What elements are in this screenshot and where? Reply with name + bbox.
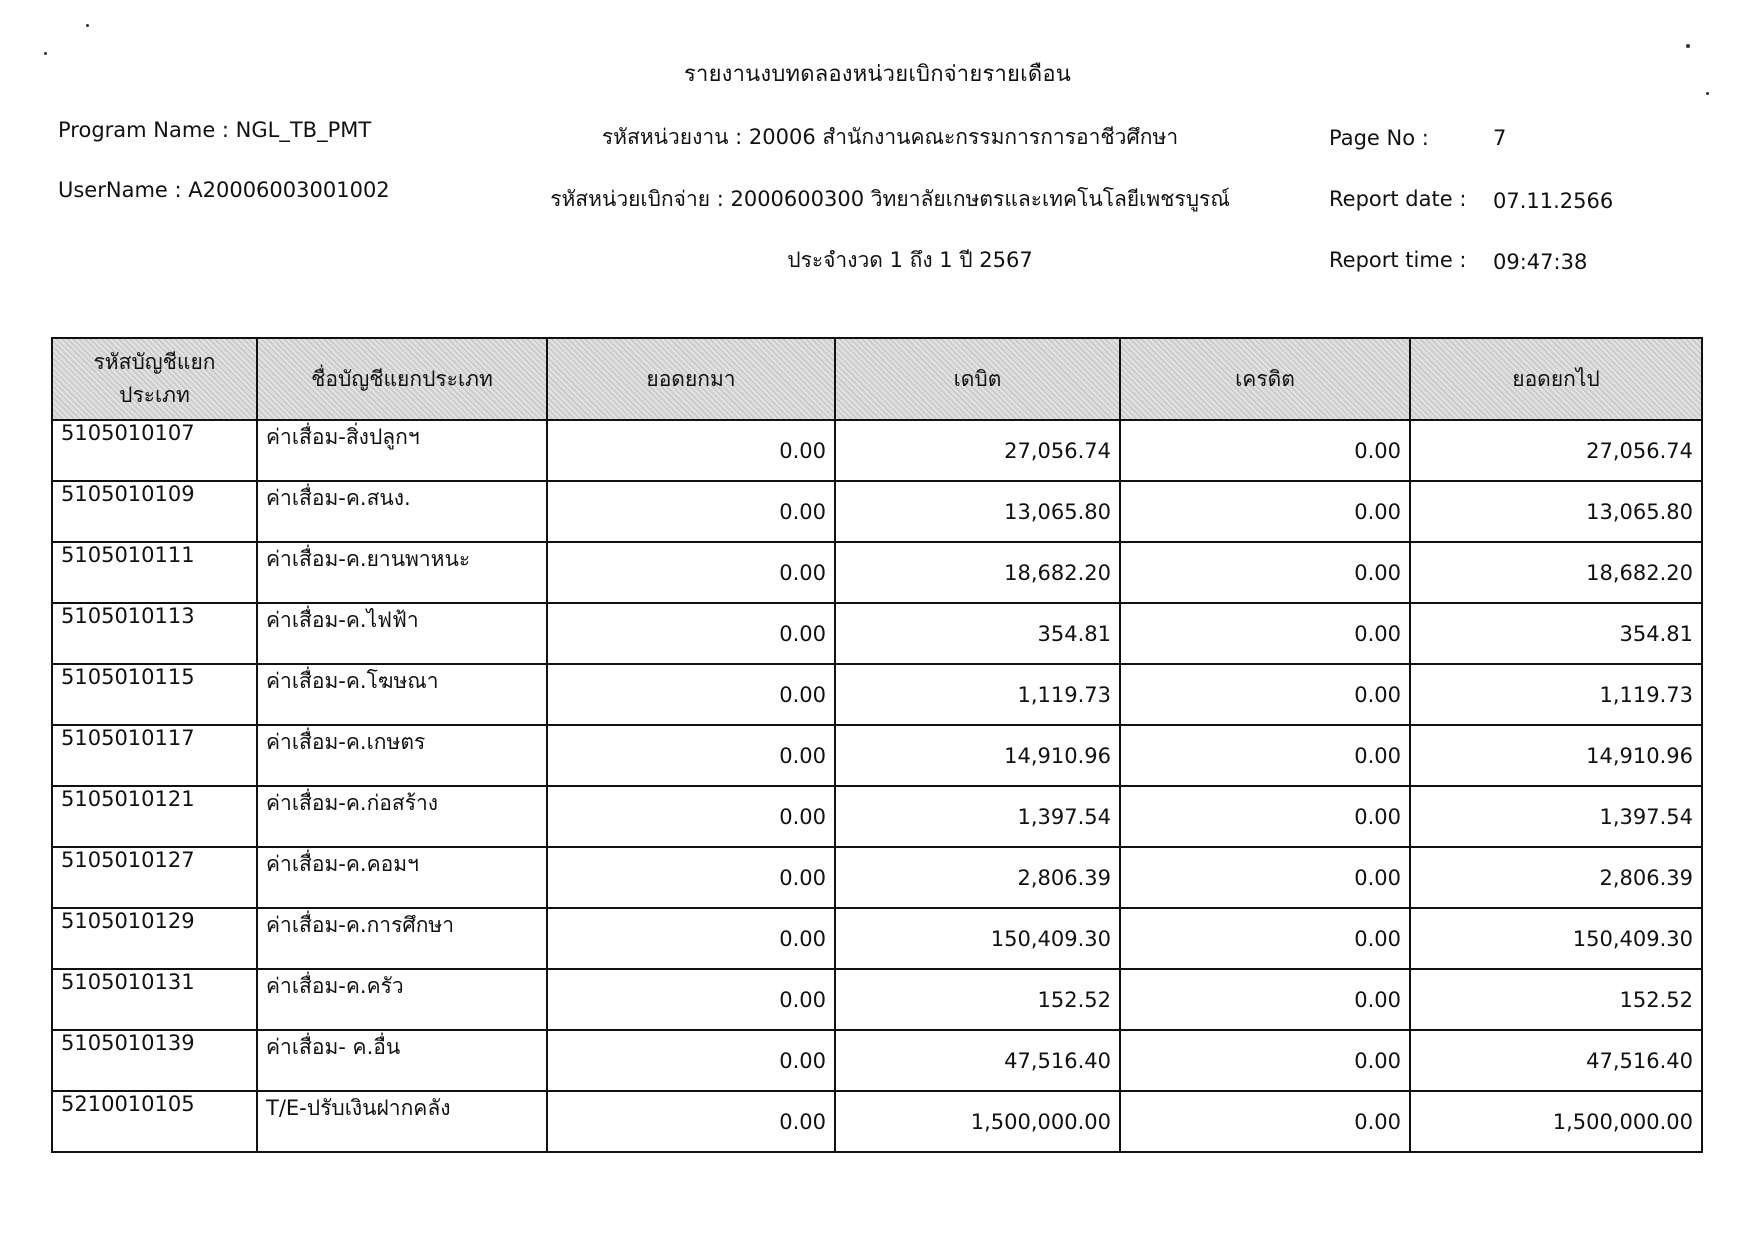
disbursing-unit-line: รหัสหน่วยเบิกจ่าย : 2000600300 วิทยาลัยเกษตรและเทคโนโลยีเพชรบูรณ์ — [550, 187, 1230, 211]
opening-balance: 0.00 — [547, 664, 835, 725]
opening-balance: 0.00 — [547, 786, 835, 847]
debit: 14,910.96 — [835, 725, 1120, 786]
closing-balance: 354.81 — [1410, 603, 1702, 664]
debit: 152.52 — [835, 969, 1120, 1030]
account-name: ค่าเสื่อม-ค.โฆษณา — [257, 664, 547, 725]
header-closing-balance: ยอดยกไป — [1410, 338, 1702, 420]
debit: 13,065.80 — [835, 481, 1120, 542]
account-name: ค่าเสื่อม-ค.สนง. — [257, 481, 547, 542]
table-row — [52, 725, 1702, 786]
account-code: 5105010139 — [52, 1030, 257, 1091]
opening-balance: 0.00 — [547, 908, 835, 969]
table-row — [52, 1030, 1702, 1091]
account-code: 5210010105 — [52, 1091, 257, 1152]
credit: 0.00 — [1120, 969, 1410, 1030]
closing-balance: 2,806.39 — [1410, 847, 1702, 908]
opening-balance: 0.00 — [547, 420, 835, 481]
report-time-label: Report time : — [1329, 248, 1467, 272]
report-date-label: Report date : — [1329, 187, 1467, 211]
account-code: 5105010111 — [52, 542, 257, 603]
header-credit: เครดิต — [1120, 338, 1410, 420]
opening-balance: 0.00 — [547, 969, 835, 1030]
account-code: 5105010113 — [52, 603, 257, 664]
credit: 0.00 — [1120, 664, 1410, 725]
opening-balance: 0.00 — [547, 847, 835, 908]
opening-balance: 0.00 — [547, 725, 835, 786]
closing-balance: 14,910.96 — [1410, 725, 1702, 786]
credit: 0.00 — [1120, 725, 1410, 786]
credit: 0.00 — [1120, 1091, 1410, 1152]
opening-balance: 0.00 — [547, 542, 835, 603]
debit: 47,516.40 — [835, 1030, 1120, 1091]
credit: 0.00 — [1120, 420, 1410, 481]
table-row — [52, 908, 1702, 969]
debit: 1,500,000.00 — [835, 1091, 1120, 1152]
header-debit: เดบิต — [835, 338, 1120, 420]
credit: 0.00 — [1120, 603, 1410, 664]
report-title: รายงานงบทดลองหน่วยเบิกจ่ายรายเดือน — [684, 62, 1071, 87]
account-name: ค่าเสื่อม-ค.การศึกษา — [257, 908, 547, 969]
opening-balance: 0.00 — [547, 1091, 835, 1152]
table-row — [52, 603, 1702, 664]
table-row — [52, 969, 1702, 1030]
scan-speck — [86, 24, 89, 27]
scan-speck — [1706, 92, 1709, 95]
closing-balance: 13,065.80 — [1410, 481, 1702, 542]
credit: 0.00 — [1120, 1030, 1410, 1091]
closing-balance: 47,516.40 — [1410, 1030, 1702, 1091]
credit: 0.00 — [1120, 786, 1410, 847]
account-code: 5105010117 — [52, 725, 257, 786]
credit: 0.00 — [1120, 847, 1410, 908]
closing-balance: 1,119.73 — [1410, 664, 1702, 725]
closing-balance: 18,682.20 — [1410, 542, 1702, 603]
account-code: 5105010115 — [52, 664, 257, 725]
account-name: ค่าเสื่อม- ค.อื่น — [257, 1030, 547, 1091]
account-code: 5105010109 — [52, 481, 257, 542]
scan-speck — [1686, 44, 1690, 48]
table-row — [52, 786, 1702, 847]
debit: 27,056.74 — [835, 420, 1120, 481]
table-row — [52, 1091, 1702, 1152]
trial-balance-table — [51, 337, 1703, 1153]
account-name: ค่าเสื่อม-สิ่งปลูกฯ — [257, 420, 547, 481]
closing-balance: 1,500,000.00 — [1410, 1091, 1702, 1152]
account-name: ค่าเสื่อม-ค.ไฟฟ้า — [257, 603, 547, 664]
account-name: ค่าเสื่อม-ค.ครัว — [257, 969, 547, 1030]
table-header-row — [52, 338, 1702, 420]
credit: 0.00 — [1120, 481, 1410, 542]
debit: 2,806.39 — [835, 847, 1120, 908]
account-name: ค่าเสื่อม-ค.คอมฯ — [257, 847, 547, 908]
account-code: 5105010127 — [52, 847, 257, 908]
debit: 354.81 — [835, 603, 1120, 664]
closing-balance: 1,397.54 — [1410, 786, 1702, 847]
account-code: 5105010121 — [52, 786, 257, 847]
credit: 0.00 — [1120, 908, 1410, 969]
account-name: ค่าเสื่อม-ค.ก่อสร้าง — [257, 786, 547, 847]
credit: 0.00 — [1120, 542, 1410, 603]
report-date-value: 07.11.2566 — [1493, 189, 1614, 213]
user-name: UserName : A20006003001002 — [58, 178, 390, 202]
account-name: ค่าเสื่อม-ค.เกษตร — [257, 725, 547, 786]
header-account-code: รหัสบัญชีแยกประเภท — [52, 338, 257, 420]
opening-balance: 0.00 — [547, 603, 835, 664]
closing-balance: 152.52 — [1410, 969, 1702, 1030]
agency-line: รหัสหน่วยงาน : 20006 สำนักงานคณะกรรมการการอาชีวศึกษา — [601, 125, 1179, 149]
closing-balance: 150,409.30 — [1410, 908, 1702, 969]
account-code: 5105010129 — [52, 908, 257, 969]
debit: 18,682.20 — [835, 542, 1120, 603]
header-account-name: ชื่อบัญชีแยกประเภท — [257, 338, 547, 420]
account-code: 5105010107 — [52, 420, 257, 481]
period-line: ประจำงวด 1 ถึง 1 ปี 2567 — [787, 248, 1033, 272]
program-name: Program Name : NGL_TB_PMT — [58, 118, 372, 142]
account-name: ค่าเสื่อม-ค.ยานพาหนะ — [257, 542, 547, 603]
page-no-value: 7 — [1493, 126, 1507, 150]
table-row — [52, 420, 1702, 481]
header-opening-balance: ยอดยกมา — [547, 338, 835, 420]
debit: 150,409.30 — [835, 908, 1120, 969]
opening-balance: 0.00 — [547, 481, 835, 542]
opening-balance: 0.00 — [547, 1030, 835, 1091]
debit: 1,397.54 — [835, 786, 1120, 847]
account-name: T/E-ปรับเงินฝากคลัง — [257, 1091, 547, 1152]
table-row — [52, 847, 1702, 908]
table-row — [52, 481, 1702, 542]
report-time-value: 09:47:38 — [1493, 250, 1588, 274]
closing-balance: 27,056.74 — [1410, 420, 1702, 481]
account-code: 5105010131 — [52, 969, 257, 1030]
scan-speck — [44, 52, 47, 55]
table-row — [52, 664, 1702, 725]
page-no-label: Page No : — [1329, 126, 1429, 150]
table-row — [52, 542, 1702, 603]
debit: 1,119.73 — [835, 664, 1120, 725]
